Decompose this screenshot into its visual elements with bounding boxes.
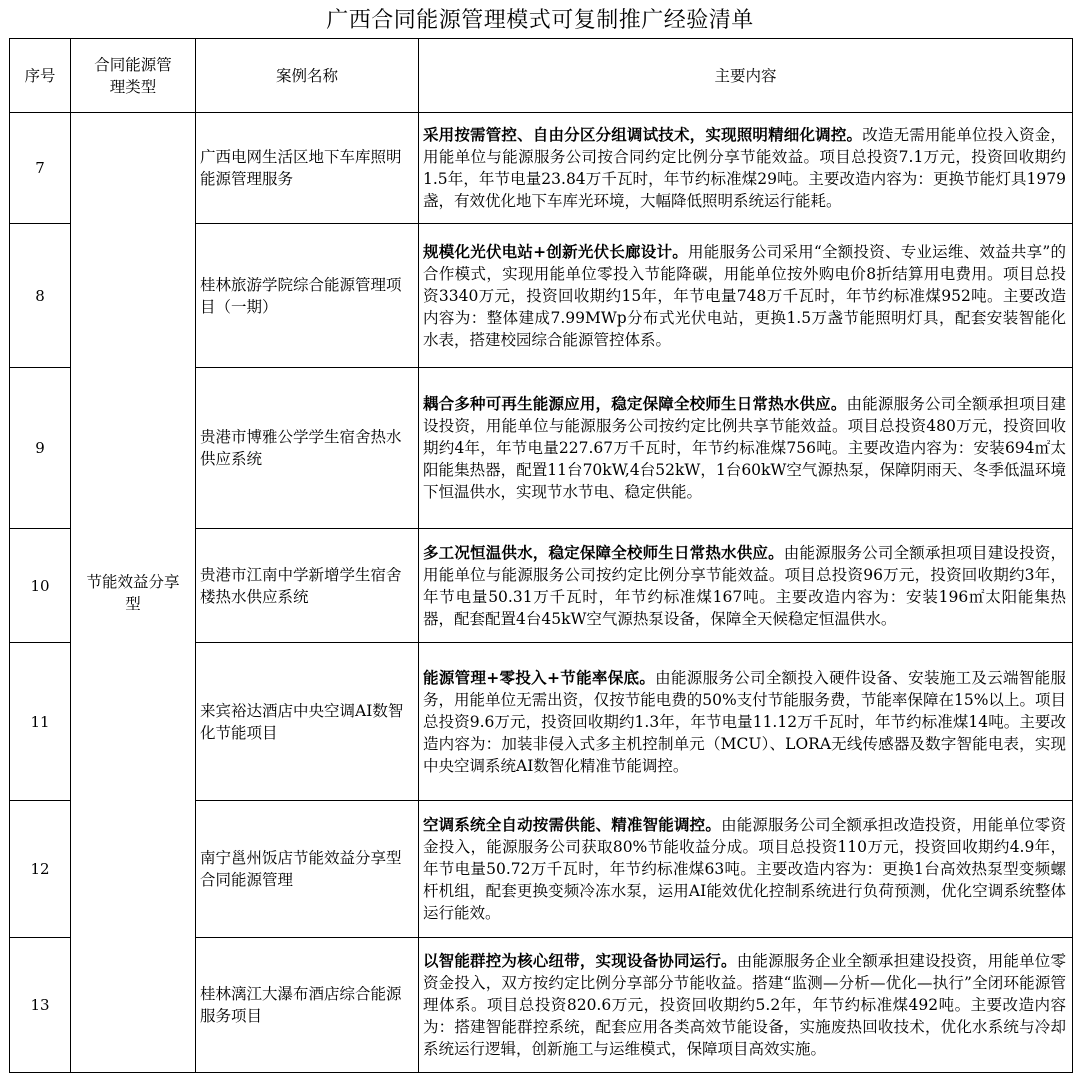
case-name: 广西电网生活区地下车库照明能源管理服务 bbox=[196, 113, 419, 224]
row-seq: 7 bbox=[10, 113, 71, 224]
row-seq: 13 bbox=[10, 938, 71, 1073]
header-seq: 序号 bbox=[10, 39, 71, 113]
header-type: 合同能源管理类型 bbox=[71, 39, 196, 113]
case-detail: 用能服务公司采用“全额投资、专业运维、效益共享”的合作模式，实现用能单位零投入节能降碳，用能单位按外购电价8折结算用电费用。项目总投资3340万元，投资回收期约15年，年节电量748万千瓦时，年节约标准煤952吨。主要改造内容为：整体建成7.99MWp分布式光伏电站，更换1.5万盏节能照明灯具，配套安装智能化水表，搭建校园综合能源管控体系。 bbox=[423, 242, 1066, 349]
case-detail: 改造无需用能单位投入资金，用能单位与能源服务公司按合同约定比例分享节能效益。项目总投资7.1万元，投资回收期约1.5年，年节电量23.84万千瓦时，年节约标准煤29吨。主要改造内容为：更换节能灯具1979盏，有效优化地下车库光环境，大幅降低照明系统运行能耗。 bbox=[423, 126, 1066, 210]
row-seq: 8 bbox=[10, 224, 71, 368]
table-row bbox=[10, 113, 1073, 224]
document-title: 广西合同能源管理模式可复制推广经验清单 bbox=[326, 8, 754, 33]
header-content: 主要内容 bbox=[419, 39, 1073, 113]
header-case-name: 案例名称 bbox=[196, 39, 419, 113]
case-highlight: 能源管理+零投入+节能率保底。 bbox=[423, 667, 656, 687]
case-name: 贵港市江南中学新增学生宿舍楼热水供应系统 bbox=[196, 529, 419, 643]
row-seq: 10 bbox=[10, 529, 71, 643]
case-highlight: 多工况恒温供水，稳定保障全校师生日常热水供应。 bbox=[423, 542, 784, 562]
case-content bbox=[419, 224, 1073, 368]
case-content bbox=[419, 529, 1073, 643]
case-name: 桂林旅游学院综合能源管理项目（一期） bbox=[196, 224, 419, 368]
case-name: 桂林漓江大瀑布酒店综合能源服务项目 bbox=[196, 938, 419, 1073]
case-name: 贵港市博雅公学学生宿舍热水供应系统 bbox=[196, 368, 419, 529]
case-highlight: 采用按需管控、自由分区分组调试技术，实现照明精细化调控。 bbox=[423, 125, 863, 144]
case-highlight: 以智能群控为核心纽带，实现设备协同运行。 bbox=[423, 951, 737, 970]
case-highlight: 耦合多种可再生能源应用，稳定保障全校师生日常热水供应。 bbox=[423, 394, 847, 413]
table-header-row bbox=[10, 39, 1073, 113]
case-content bbox=[419, 801, 1073, 938]
experience-table bbox=[9, 38, 1073, 1073]
case-name: 南宁邕州饭店节能效益分享型合同能源管理 bbox=[196, 801, 419, 938]
row-seq: 12 bbox=[10, 801, 71, 938]
row-seq: 9 bbox=[10, 368, 71, 529]
case-detail: 由能源服务公司全额承担项目建设投资，用能单位与能源服务公司按约定比例分享节能效益。项目总投资96万元，投资回收期约3年，年节电量50.31万千瓦时，年节约标准煤167吨。主要改造内容为：安装196㎡太阳能集热器，配套配置4台45kW空气源热泵设备，保障全天候稳定恒温供水。 bbox=[423, 543, 1066, 628]
case-detail: 由能源服务公司全额承担改造投资，用能单位零资金投入，能源服务公司获取80%节能收益分成。项目总投资110万元，投资回收期约4.9年，年节电量50.72万千瓦时，年节约标准煤63吨。主要改造内容为：更换1台高效热泵型变频螺杆机组，配套更换变频冷冻水泵，运用AI能效优化控制系统进行负荷预测，优化空调系统整体运行能效。 bbox=[423, 816, 1066, 922]
case-highlight: 空调系统全自动按需供能、精准智能调控。 bbox=[423, 815, 722, 834]
case-detail: 由能源服务公司全额承担项目建设投资，用能单位与能源服务公司按约定比例共享节能效益。项目总投资480万元，投资回收期约4年，年节电量227.67万千瓦时，年节约标准煤756吨。主要改造内容为：安装694㎡太阳能集热器，配置11台70kW,4台52kW，1台60kW空气源热泵，保障阴雨天、冬季低温环境下恒温供水，实现节水节电、稳定供能。 bbox=[423, 395, 1066, 501]
case-content bbox=[419, 368, 1073, 529]
case-content bbox=[419, 643, 1073, 801]
case-name: 来宾裕达酒店中央空调AI数智化节能项目 bbox=[196, 643, 419, 801]
case-content bbox=[419, 938, 1073, 1073]
case-content bbox=[419, 113, 1073, 224]
case-detail: 由能源服务企业全额承担建设投资，用能单位零资金投入，双方按约定比例分享部分节能收益。搭建“监测—分析—优化—执行”全闭环能源管理体系。项目总投资820.6万元，投资回收期约5.2年，年节约标准煤492吨。主要改造内容为：搭建智能群控系统，配套应用各类高效节能设备，实施废热回收技术，优化水系统与冷却系统运行逻辑，创新施工与运维模式，保障项目高效实施。 bbox=[423, 952, 1066, 1058]
case-highlight: 规模化光伏电站+创新光伏长廊设计。 bbox=[423, 241, 688, 261]
case-detail: 由能源服务公司全额投入硬件设备、安装施工及云端智能服务，用能单位无需出资，仅按节能电费的50%支付节能服务费，节能率保障在15%以上。项目总投资9.6万元，投资回收期约1.3年，年节电量11.12万千瓦时，年节约标准煤14吨。主要改造内容为：加装非侵入式多主机控制单元（MCU）、LORA无线传感器及数字智能电表，实现中央空调系统AI数智化精准节能调控。 bbox=[423, 668, 1066, 775]
row-seq: 11 bbox=[10, 643, 71, 801]
management-type-cell: 节能效益分享型 bbox=[71, 113, 196, 1073]
